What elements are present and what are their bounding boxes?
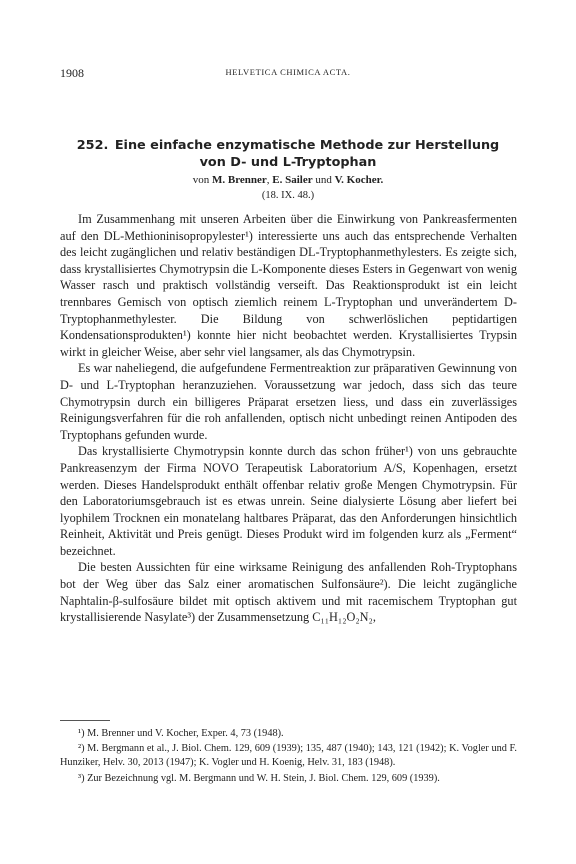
article-title-line2: von D- und L-Tryptophan: [199, 155, 377, 170]
received-date: (18. IX. 48.): [261, 190, 315, 201]
authors-prefix: von: [192, 174, 210, 186]
article-title: [60, 137, 516, 171]
footnotes: [60, 727, 517, 786]
page-number: 1908: [60, 66, 84, 80]
footnote-3: ³) Zur Bezeichnung vgl. M. Bergmann und W. H. Stein, J. Biol. Chem. 129, 609 (1939).: [78, 772, 440, 784]
page-header: [60, 66, 516, 82]
paragraph-3: Das krystallisierte Chymotrypsin konnte durch das schon früher¹) von uns gebrauchte Pankreasenzym der Firma NOVO Terapeutisk Laboratorium A/S, Kopenhagen, ersetzt werden. Dieses Handelsprodukt enthält offenbar relativ große Mengen Chymotrypsin. Für den Laboratoriumsgebrauch ist es etwas unrein. Seine dialysierte Lösung aber liefert bei lyophilem Trocknen ein monatelang haltbares Präparat, das den Anforderungen hinsichtlich Reinheit, Aktivität und Preis genügt. Dieses Produkt wird im folgenden kurz als „Ferment“ bezeichnet.: [60, 444, 517, 558]
footnote-rule: [60, 720, 110, 721]
paragraph-1: Im Zusammenhang mit unseren Arbeiten über die Einwirkung von Pankreasfermenten auf den DL-Methioninisopropylester¹) interessierte uns auch das entsprechende Verhalten des leicht zugänglichen und relativ beständigen DL-Tryptophanmethylesters. Es zeigte sich, dass krystallisiertes Chymotrypsin die L-Komponente dieses Esters in Gegenwart von wenig Wasser rasch und praktisch vollständig verseift. Das Reaktionsprodukt ist ein leicht trennbares Gemisch von optisch ziemlich reinem L-Tryptophan und unverändertem D-Tryptophanmethylester. Die Bildung von schwerlöslichen peptidartigen Kondensationsprodukten¹) konnte hier nicht beobachtet werden. Krystallisiertes Trypsin wirkt in gleicher Weise, aber sehr viel langsamer, als das Chymotrypsin.: [60, 212, 517, 359]
article-number: 252.: [76, 138, 109, 153]
paragraph-2: Es war naheliegend, die aufgefundene Fermentreaktion zur präparativen Gewinnung von D- und L-Tryptophan heranzuziehen. Voraussetzung war jedoch, dass sich das teure Chymotrypsin durch ein billigeres Präparat ersetzen liess, und dass ein zuverlässiges Reinigungsverfahren für die roh anfallenden, optisch nicht unbedingt reinen Antipoden des Tryptophans gefunden wurde.: [60, 361, 517, 442]
article-body: [60, 211, 517, 626]
article-title-line1: Eine einfache enzymatische Methode zur Herstellung: [114, 138, 500, 153]
paragraph-4: Die besten Aussichten für eine wirksame Reinigung des anfallenden Roh-Tryptophans bot der Weg über das Salz einer aromatischen Sulfonsäure²). Die leicht zugängliche Naphtalin-β-sulfosäure bildet mit optisch aktivem und mit racemischem Tryptophan gut krystallisierende Nasylate³) der Zusammensetzung C₁₁H₁₂O₂N₂,: [60, 560, 517, 625]
authors-and: und: [315, 174, 332, 186]
footnote-1: ¹) M. Brenner und V. Kocher, Exper. 4, 73 (1948).: [78, 728, 284, 739]
footnote-2: ²) M. Bergmann et al., J. Biol. Chem. 129, 609 (1939); 135, 487 (1940); 143, 121 (1942); K. Vogler und F. Hunziker, Helv. 30, 2013 (1947); K. Vogler und H. Koenig, Helv. 31, 183 (1948).: [60, 743, 517, 769]
journal-title: HELVETICA CHIMICA ACTA.: [225, 67, 351, 77]
author-kocher: V. Kocher.: [334, 174, 384, 186]
article-authors: von M. Brenner, E. Sailer und V. Kocher.: [192, 174, 384, 186]
author-sailer: E. Sailer: [272, 174, 313, 186]
author-brenner: M. Brenner: [212, 174, 267, 186]
article-heading: [60, 137, 516, 204]
